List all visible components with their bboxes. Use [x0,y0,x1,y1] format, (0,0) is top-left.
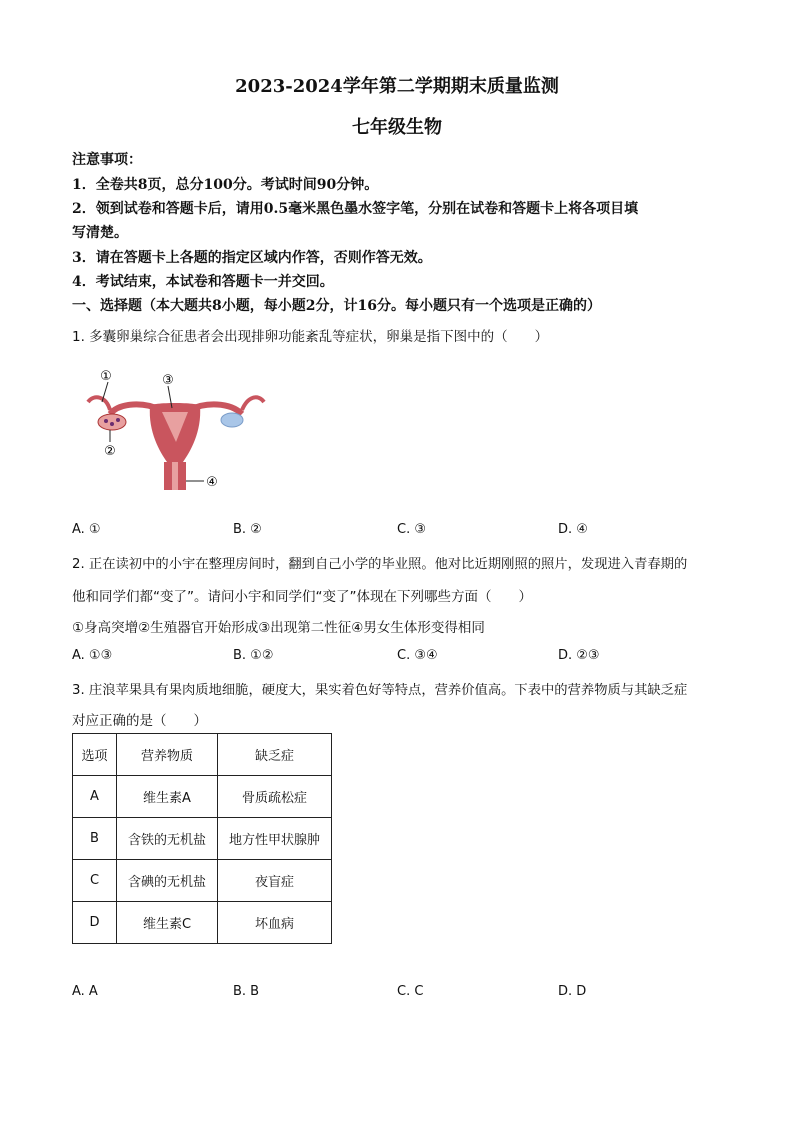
q3-option-a: A. A [72,984,98,999]
q1-option-c: C. ③ [397,522,426,537]
follicle-dot [116,418,120,422]
q1-option-a: A. ① [72,522,101,537]
follicle-dot [110,422,114,426]
q3-option-c: C. C [397,984,424,999]
q1-option-b: B. ② [233,522,262,537]
nutrient-table [72,733,332,944]
table-header-cell: 营养物质 [117,734,218,776]
figure-label-1: ① [100,369,112,384]
table-cell: 含铁的无机盐 [117,818,218,860]
right-fimbria-shape [242,397,264,410]
exam-subtitle: 七年级生物 [352,117,442,138]
figure-label-4: ④ [206,475,218,490]
table-cell: 含碘的无机盐 [117,860,218,902]
notes-heading: 注意事项： [72,152,142,168]
right-ovary-shape [221,413,243,427]
table-cell: 维生素A [117,776,218,818]
table-cell: 维生素C [117,902,218,944]
table-header-cell: 选项 [73,734,117,776]
q3-option-d: D. D [558,984,587,999]
vaginal-canal-shape [172,462,178,490]
table-header-cell: 缺乏症 [218,734,332,776]
note-item: 2．领到试卷和答题卡后，请用0.5毫米黑色墨水签字笔，分别在试卷和答题卡上将各项目填 [72,201,639,217]
q2-option-d: D. ②③ [558,648,600,663]
table-cell: B [73,818,117,860]
q2-option-a: A. ①③ [72,648,113,663]
table-row [73,902,332,944]
q2-option-b: B. ①② [233,648,274,663]
table-row [73,776,332,818]
question-2-stem-line1: 2. 正在读初中的小宇在整理房间时，翻到自己小学的毕业照。他对比近期刚照的照片，发现进入青春期的 [72,557,688,572]
q2-option-c: C. ③④ [397,648,438,663]
note-item: 4．考试结束，本试卷和答题卡一并交回。 [72,274,334,290]
table-header-row [73,734,332,776]
note-item: 写清楚。 [72,225,128,241]
table-row [73,818,332,860]
table-cell: C [73,860,117,902]
figure-label-2: ② [104,444,116,459]
question-3-stem-line1: 3. 庄浪苹果具有果肉质地细脆，硬度大，果实着色好等特点，营养价值高。下表中的营养物质与其缺乏症 [72,683,688,698]
q3-option-b: B. B [233,984,260,999]
question-2-statements: ①身高突增②生殖器官开始形成③出现第二性征④男女生体形变得相同 [72,620,485,636]
note-item: 3．请在答题卡上各题的指定区域内作答，否则作答无效。 [72,250,432,266]
figure-label-3: ③ [162,373,174,388]
note-item: 1．全卷共8页，总分100分。考试时间90分钟。 [72,177,379,193]
section-heading: 一、选择题（本大题共8小题，每小题2分，计16分。每小题只有一个选项是正确的） [72,298,601,314]
table-row [73,860,332,902]
question-3-stem-line2: 对应正确的是（ ） [72,713,207,729]
table-cell: 夜盲症 [218,860,332,902]
question-1-stem: 1. 多囊卵巢综合征患者会出现排卵功能紊乱等症状，卵巢是指下图中的（ ） [72,329,549,345]
uterus-diagram [80,362,270,494]
follicle-dot [104,419,108,423]
table-cell: 骨质疏松症 [218,776,332,818]
left-fimbria-shape [88,397,110,410]
question-2-stem-line2: 他和同学们都“变了”。请问小宇和同学们“变了”体现在下列哪些方面（ ） [72,589,532,605]
table-cell: D [73,902,117,944]
exam-title: 2023-2024学年第二学期期末质量监测 [235,76,559,97]
q1-option-d: D. ④ [558,522,588,537]
table-cell: 坏血病 [218,902,332,944]
table-cell: A [73,776,117,818]
table-cell: 地方性甲状腺肿 [218,818,332,860]
